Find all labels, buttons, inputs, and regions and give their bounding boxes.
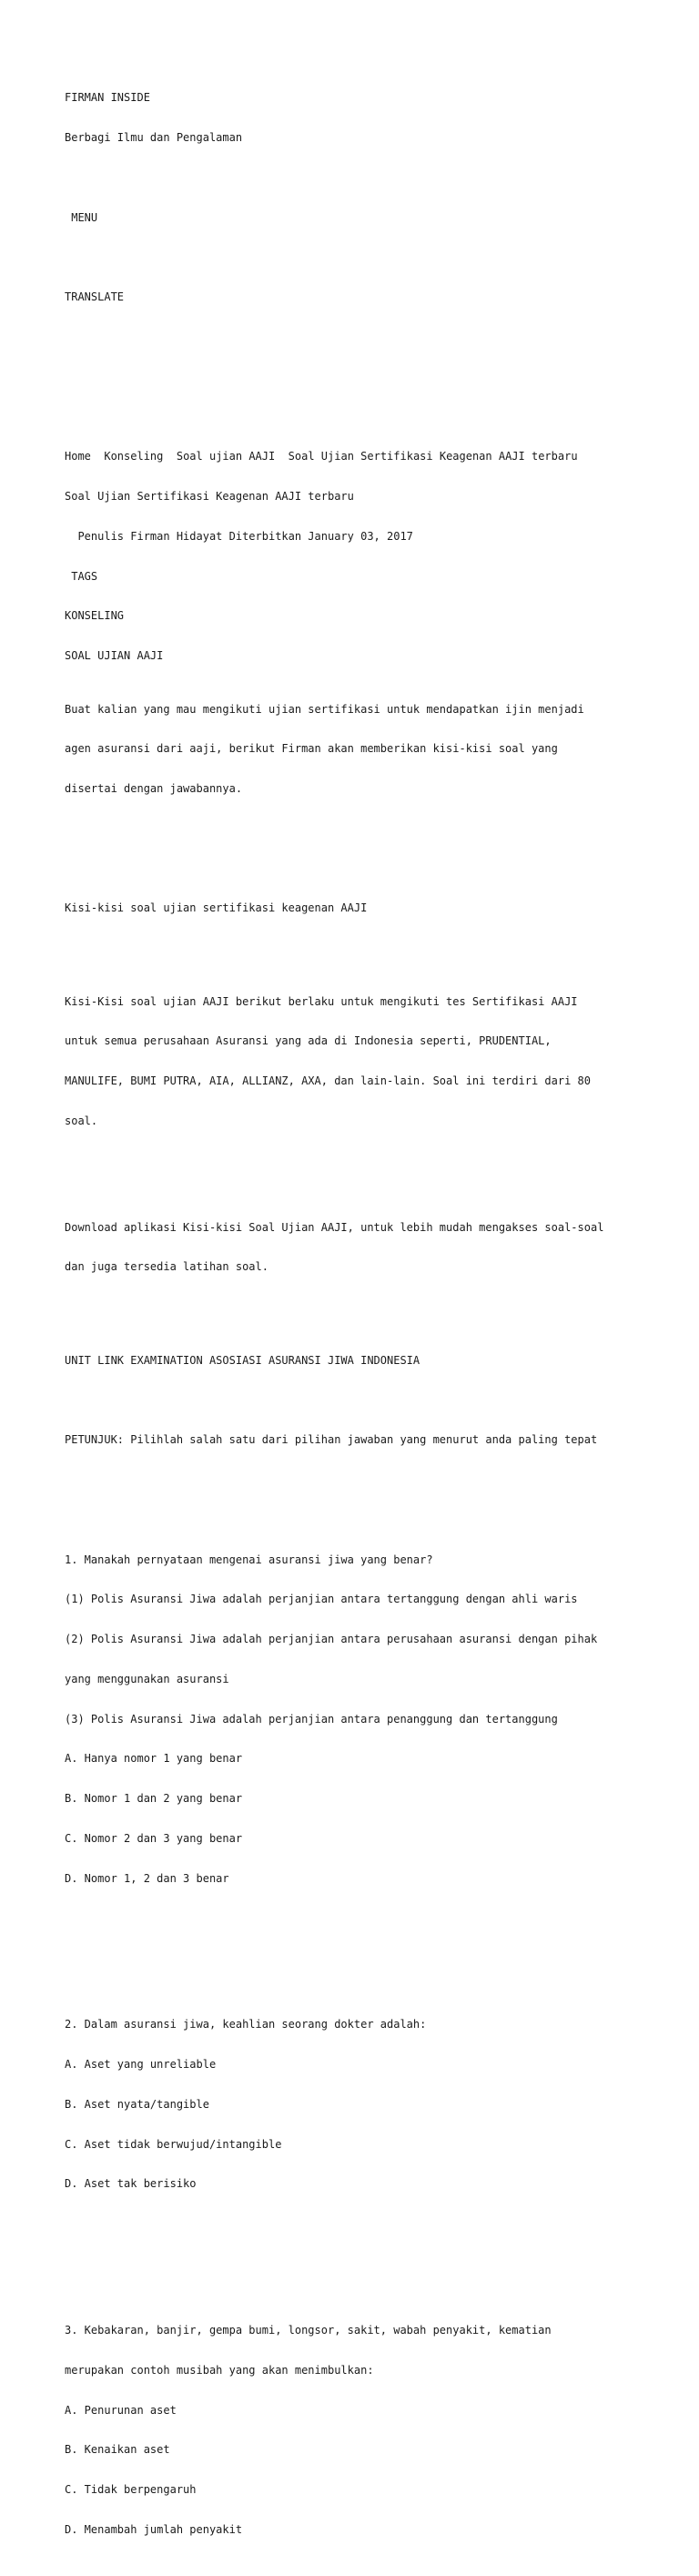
intro-line: agen asuransi dari aaji, berikut Firman akan memberikan kisi-kisi soal yang (65, 742, 558, 756)
tag-link-konseling[interactable]: KONSELING (65, 609, 125, 623)
answer-option: D. Menambah jumlah penyakit (65, 2522, 243, 2536)
question-line: yang menggunakan asuransi (65, 1672, 229, 1685)
spacer (65, 822, 684, 862)
answer-option: C. Nomor 2 dan 3 yang benar (65, 1832, 243, 1845)
answer-option: D. Nomor 1, 2 dan 3 benar (65, 1871, 229, 1885)
translate-button[interactable]: TRANSLATE (65, 290, 125, 304)
description-line: soal. (65, 1114, 98, 1127)
answer-option: B. Aset nyata/tangible (65, 2097, 209, 2111)
answer-option: A. Aset yang unreliable (65, 2058, 217, 2072)
intro-line: Buat kalian yang mau mengikuti ujian sertifikasi untuk mendapatkan ijin menjadi (65, 702, 584, 716)
question-line: 3. Kebakaran, banjir, gempa bumi, longsor, sakit, wabah penyakit, kematian (65, 2323, 552, 2337)
article-meta: Penulis Firman Hidayat Diterbitkan January 03, 2017 (65, 529, 413, 543)
site-tagline: Berbagi Ilmu dan Pengalaman (65, 130, 243, 144)
spacer (65, 1393, 684, 1407)
tag-link-soal-ujian-aaji[interactable]: SOAL UJIAN AAJI (65, 649, 164, 663)
question-line: 1. Manakah pernyataan mengenai asuransi jiwa yang benar? (65, 1553, 433, 1566)
section-heading: Kisi-kisi soal ujian sertifikasi keagenan AAJI (65, 901, 368, 915)
download-line: Download aplikasi Kisi-kisi Soal Ujian AAJI, untuk lebih mudah mengakses soal-soal (65, 1220, 604, 1234)
question-2 (65, 1991, 684, 2217)
question-1 (65, 1526, 684, 1911)
question-3 (65, 2297, 684, 2563)
spacer (65, 171, 684, 185)
tags-label: TAGS (65, 569, 98, 583)
menu-button[interactable]: MENU (65, 210, 98, 224)
answer-option: C. Aset tidak berwujud/intangible (65, 2137, 282, 2151)
answer-option: B. Kenaikan aset (65, 2443, 170, 2457)
breadcrumb-soal-ujian-link[interactable]: Soal ujian AAJI (176, 450, 276, 463)
question-line: (1) Polis Asuransi Jiwa adalah perjanjian antara tertanggung dengan ahli waris (65, 1593, 578, 1606)
spacer (65, 397, 684, 411)
question-line: (3) Polis Asuransi Jiwa adalah perjanjian antara penanggung dan tertanggung (65, 1712, 558, 1726)
breadcrumb-konseling-link[interactable]: Konseling (104, 450, 164, 463)
exam-heading: UNIT LINK EXAMINATION ASOSIASI ASURANSI JIWA INDONESIA (65, 1353, 420, 1367)
spacer (65, 1300, 684, 1314)
exam-instruction: PETUNJUK: Pilihlah salah satu dari pilihan jawaban yang menurut anda paling tepat (65, 1433, 598, 1447)
spacer (65, 250, 684, 264)
question-line: (2) Polis Asuransi Jiwa adalah perjanjian antara perusahaan asuransi dengan pihak (65, 1633, 598, 1646)
spacer (65, 2244, 684, 2257)
description-line: Kisi-Kisi soal ujian AAJI berikut berlaku untuk mengikuti tes Sertifikasi AAJI (65, 994, 578, 1008)
spacer (65, 1939, 684, 1952)
breadcrumb-current: Soal Ujian Sertifikasi Keagenan AAJI terbaru (288, 450, 578, 463)
answer-option: B. Nomor 1 dan 2 yang benar (65, 1792, 243, 1806)
answer-option: C. Tidak berpengaruh (65, 2483, 197, 2497)
spacer (65, 942, 684, 968)
description-line: untuk semua perusahaan Asuransi yang ada di Indonesia seperti, PRUDENTIAL, (65, 1034, 552, 1048)
breadcrumb-home-link[interactable]: Home (65, 450, 91, 463)
intro-line: disertai dengan jawabannya. (65, 782, 243, 796)
question-line: merupakan contoh musibah yang akan menimbulkan: (65, 2363, 374, 2377)
answer-option: D. Aset tak berisiko (65, 2177, 197, 2191)
spacer (65, 1155, 684, 1181)
description-line: MANULIFE, BUMI PUTRA, AIA, ALLIANZ, AXA, dan lain-lain. Soal ini terdiri dari 80 (65, 1074, 591, 1088)
spacer (65, 1473, 684, 1487)
download-line: dan juga tersedia latihan soal. (65, 1260, 268, 1274)
answer-option: A. Penurunan aset (65, 2403, 177, 2417)
breadcrumb (65, 450, 684, 463)
site-name[interactable]: FIRMAN INSIDE (65, 91, 150, 105)
article-title: Soal Ujian Sertifikasi Keagenan AAJI terbaru (65, 490, 354, 504)
document-page (65, 65, 684, 2576)
spacer (65, 331, 684, 371)
answer-option: A. Hanya nomor 1 yang benar (65, 1752, 243, 1766)
question-line: 2. Dalam asuransi jiwa, keahlian seorang dokter adalah: (65, 2018, 427, 2031)
